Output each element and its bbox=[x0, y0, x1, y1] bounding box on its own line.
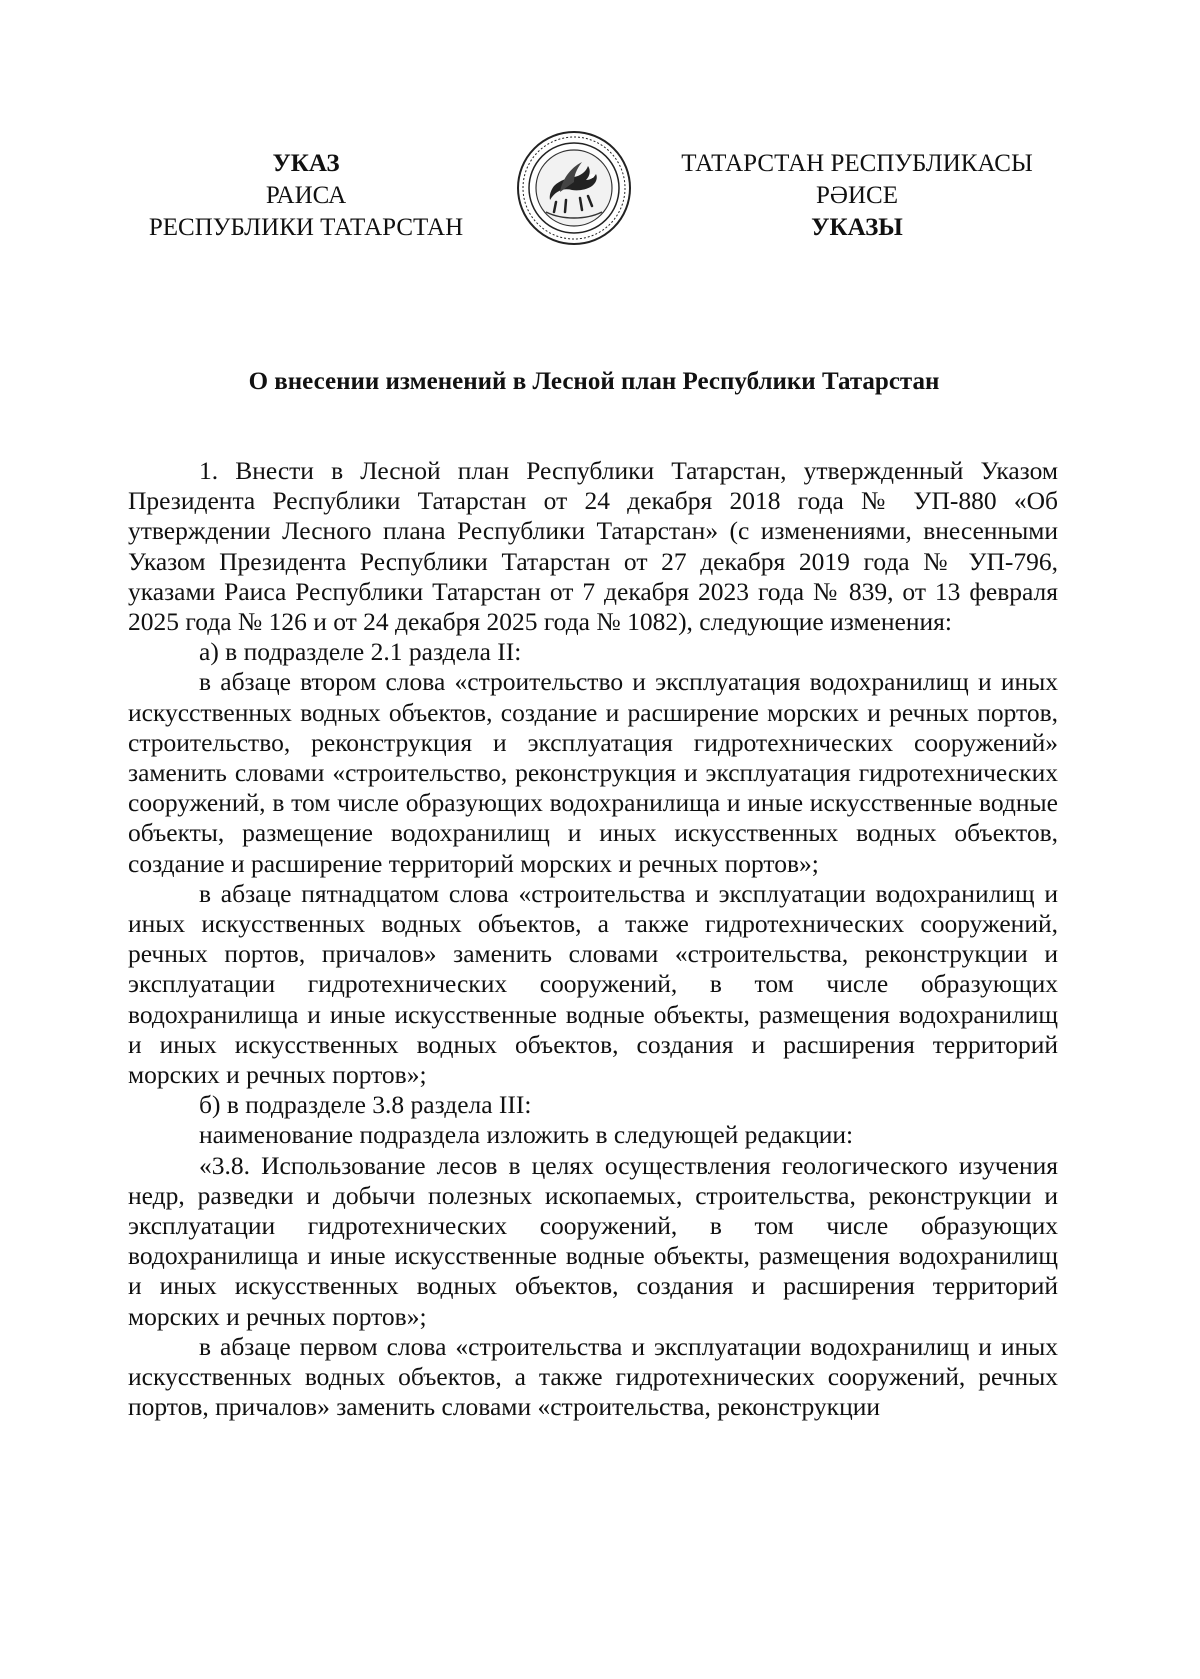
paragraph-6: наименование подраздела изложить в следующей редакции: bbox=[199, 1120, 854, 1150]
paragraph-8: в абзаце первом слова «строительства и эксплуатации водохранилищ и иных искусственных водных объектов, а также гидротехнических сооружений, речных портов, причалов» заменить словами «строительства, реконструкции bbox=[128, 1331, 1058, 1422]
paragraph-3: в абзаце втором слова «строительство и эксплуатация водохранилищ и иных искусственных водных объектов, создание и расширение морских и речных портов, строительство, реконструкция и эксплуатация гидротехнических сооружений» заменить словами «строительство, реконструкция и эксплуатация гидротехнических сооружений, в том числе образующих водохранилища и иные искусственные водные объекты, размещение водохранилищ и иных искусственных водных объектов, создание и расширение территорий морских и речных портов»; bbox=[128, 667, 1058, 878]
issuer-title-tatar: РӘИСЕ bbox=[816, 182, 898, 209]
paragraph-7: «3.8. Использование лесов в целях осуществления геологического изучения недр, разведки и добычи полезных ископаемых, строительства, реконструкции и эксплуатации гидротехнических сооружений, в том числе образующих водохранилища и иные искусственные водные объекты, размещения водохранилищ и иных искусственных водных объектов, создания и расширения территорий морских и речных портов»; bbox=[128, 1150, 1058, 1331]
decree-label-russian: УКАЗ bbox=[272, 150, 340, 177]
paragraph-2: а) в подразделе 2.1 раздела II: bbox=[199, 637, 522, 667]
paragraph-4: в абзаце пятнадцатом слова «строительства и эксплуатации водохранилищ и иных искусственных водных объектов, а также гидротехнических сооружений, речных портов, причалов» заменить словами «строительства, реконструкции и эксплуатации гидротехнических сооружений, в том числе образующих водохранилища и иные искусственные водные объекты, размещения водохранилищ и иных искусственных водных объектов, создания и расширения территорий морских и речных портов»; bbox=[128, 878, 1058, 1090]
document-body bbox=[128, 456, 1058, 1423]
issuer-title-russian: РАИСА bbox=[265, 182, 347, 209]
decree-label-tatar: УКАЗЫ bbox=[811, 214, 903, 241]
issuer-republic-tatar: ТАТАРСТАН РЕСПУБЛИКАСЫ bbox=[681, 150, 1033, 177]
paragraph-5: б) в подразделе 3.8 раздела III: bbox=[199, 1090, 532, 1120]
issuer-republic-russian: РЕСПУБЛИКИ ТАТАРСТАН bbox=[148, 214, 464, 241]
paragraph-1: 1. Внести в Лесной план Республики Татарстан, утвержденный Указом Президента Республики Татарстан от 24 декабря 2018 года № УП-880 «Об утверждении Лесного плана Республики Татарстан» (с изменениями, внесенными Указом Президента Республики Татарстан от 27 декабря 2019 года № УП-796, указами Раиса Республики Татарстан от 7 декабря 2023 года № 839, от 13 февраля 2025 года № 126 и от 24 декабря 2025 года № 1082), следующие изменения: bbox=[128, 456, 1058, 637]
coat-of-arms-emblem-icon bbox=[516, 130, 632, 246]
issuer-block-tatar bbox=[662, 148, 1052, 244]
document-title: О внесении изменений в Лесной план Республики Татарстан bbox=[248, 368, 940, 395]
issuer-block-russian bbox=[128, 148, 484, 244]
